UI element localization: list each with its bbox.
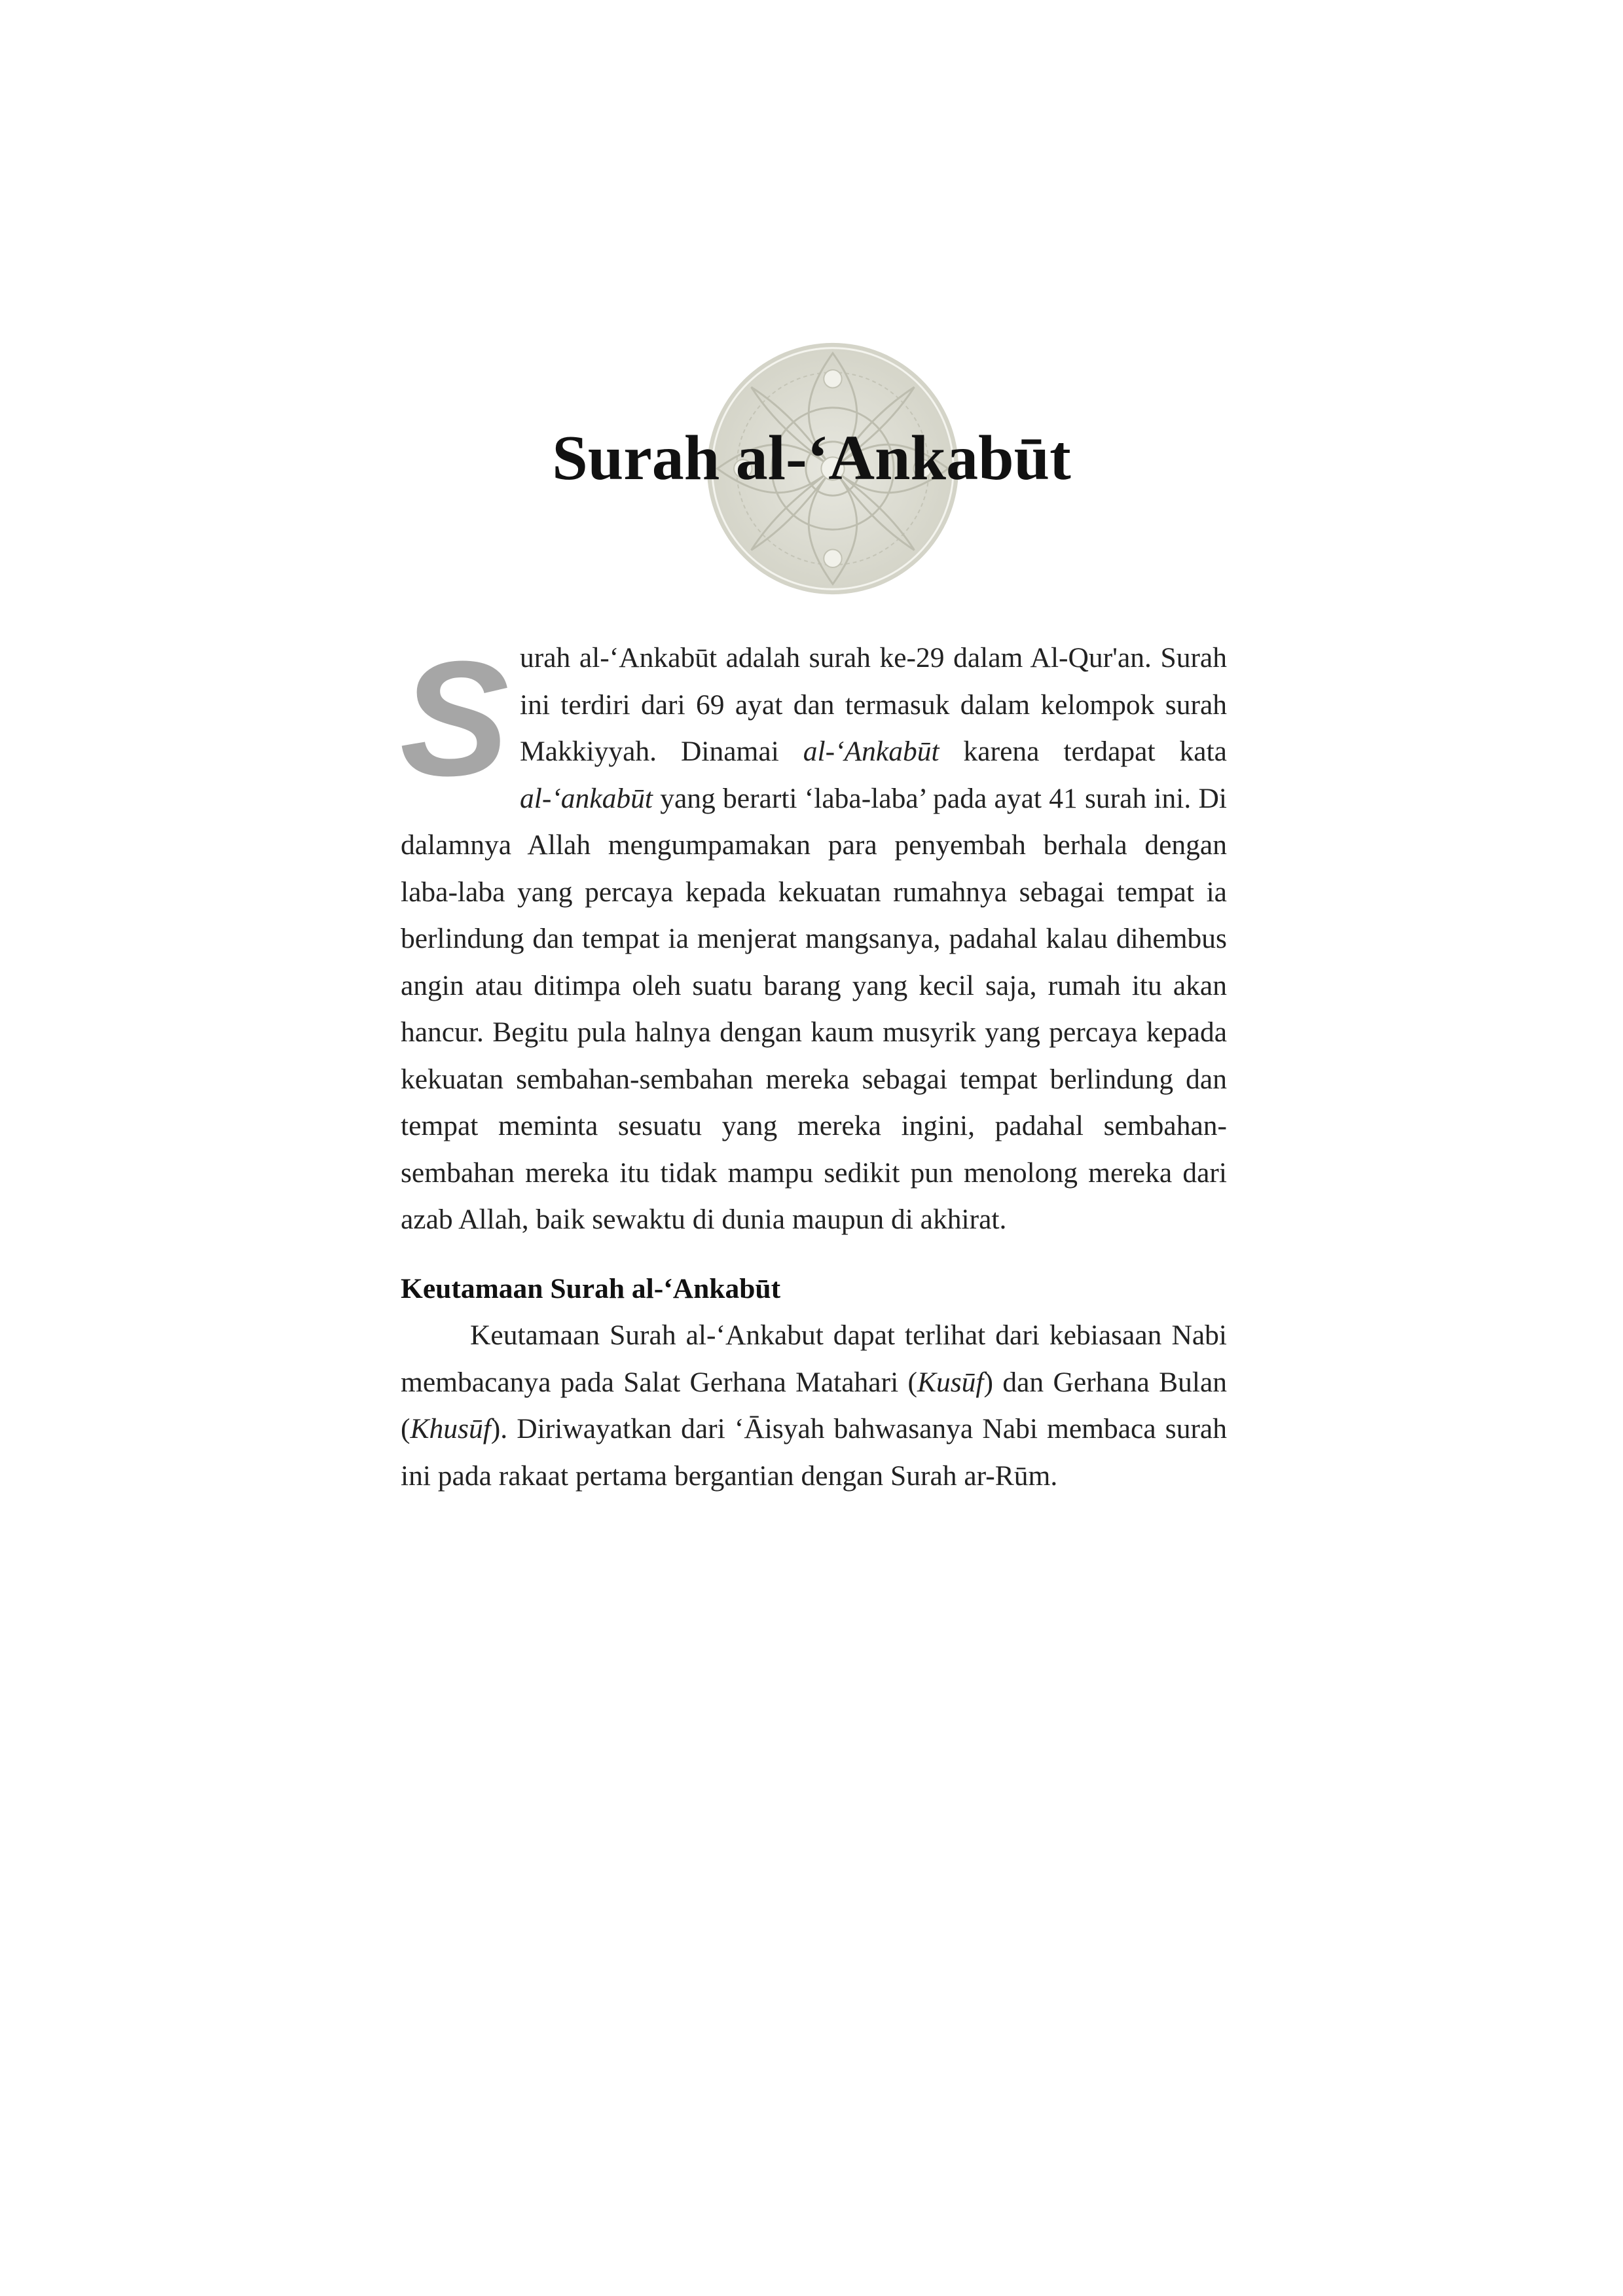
section-text-a: Keutamaan Surah al-‘Ankabut dapat terlihat dari kebiasaan Nabi membacanya pada Salat Gerhana Matahari (: [401, 1319, 1227, 1398]
intro-text-a: urah al-‘Ankabūt adalah surah ke-29 dalam Al-Qur'an. Surah ini terdiri dari 69 ayat dan termasuk dalam kelompok surah Makkiyyah. Dinamai: [520, 642, 1227, 767]
section-text-c: ) dan Gerhana Bulan (: [401, 1366, 1227, 1444]
intro-text-e: yang berarti ‘laba-laba’ pada ayat 41 surah ini. Di dalamnya Allah mengumpamakan para penyembah berhala dengan laba-laba yang percaya kepada kekuatan rumahnya sebagai tempat ia berlindung dan tempat ia menjerat mangsanya, padahal kalau dihembus angin atau ditimpa oleh suatu barang yang kecil saja, rumah itu akan hancur. Begitu pula halnya dengan kaum musyrik yang percaya kepada kekuatan sembahan-sembahan mereka sebagai tempat berlindung dan tempat meminta sesuatu yang mereka ingini, padahal sembahan-sembahan mereka itu tidak mampu sedikit pun menolong mereka dari azab Allah, baik sewaktu di dunia maupun di akhirat.: [401, 782, 1227, 1235]
section-italic-kusuf: Kusūf: [917, 1366, 984, 1398]
section-paragraph: [401, 1312, 1227, 1499]
dropcap-letter: [397, 647, 513, 787]
section-italic-khusuf: Khusūf: [410, 1413, 491, 1444]
page-title: Surah al-‘Ankabūt: [552, 423, 1071, 493]
intro-italic-surah-name: al-‘Ankabūt: [803, 736, 939, 767]
intro-text-c: karena terdapat kata: [939, 736, 1227, 767]
section-heading: Keutamaan Surah al-‘Ankabūt: [401, 1272, 781, 1304]
svg-text:S: S: [399, 647, 509, 787]
intro-italic-term: al-‘ankabūt: [520, 782, 653, 814]
body-text: [401, 635, 1227, 1499]
section-text-e: ). Diriwayatkan dari ‘Āisyah bahwasanya Nabi membaca surah ini pada rakaat pertama bergantian dengan Surah ar-Rūm.: [401, 1413, 1227, 1492]
intro-paragraph: [401, 635, 1227, 1244]
